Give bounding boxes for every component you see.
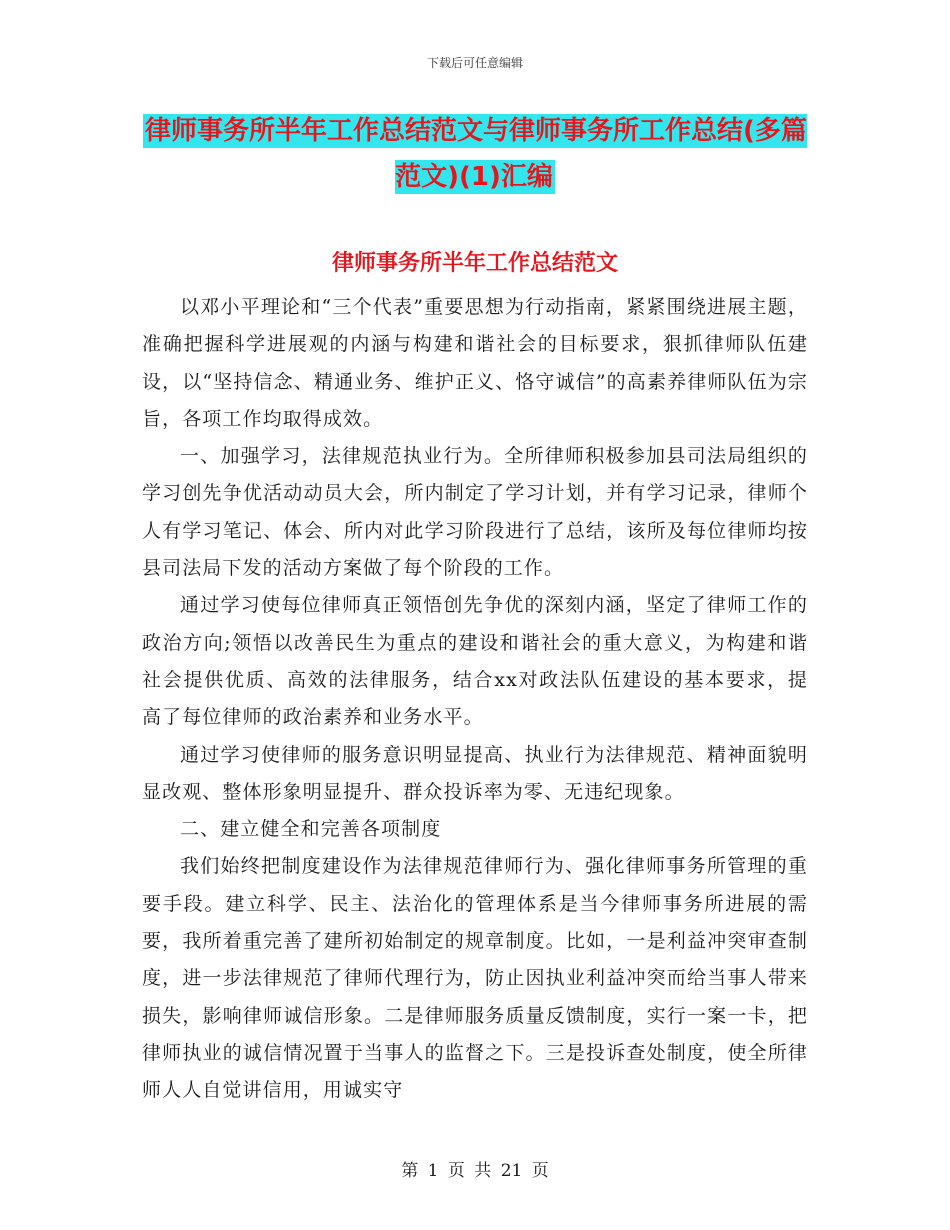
paragraph: 一、加强学习，法律规范执业行为。全所律师积极参加县司法局组织的学习创先争优活动动员大会，所内制定了学习计划，并有学习记录，律师个人有学习笔记、体会、所内对此学习阶段进行了总结，该所及每位律师均按县司法局下发的活动方案做了每个阶段的工作。 bbox=[142, 445, 808, 580]
paragraph: 我们始终把制度建设作为法律规范律师行为、强化律师事务所管理的重要手段。建立科学、民主、法治化的管理体系是当今律师事务所进展的需要，我所着重完善了建所初始制定的规章制度。比如，一是利益冲突审查制度，进一步法律规范了律师代理行为，防止因执业利益冲突而给当事人带来损失，影响律师诚信形象。二是律师服务质量反馈制度，实行一案一卡，把律师执业的诚信情况置于当事人的监督之下。三是投诉查处制度，使全所律师人人自觉讲信用，用诚实守 bbox=[142, 855, 808, 1102]
document-title-text: 律师事务所半年工作总结范文与律师事务所工作总结(多篇范文)(1)汇编 bbox=[145, 116, 807, 192]
paragraph-heading: 二、建立健全和完善各项制度 bbox=[180, 818, 442, 841]
document-title bbox=[140, 108, 810, 200]
paragraph: 通过学习使每位律师真正领悟创先争优的深刻内涵，坚定了律师工作的政治方向;领悟以改善民生为重点的建设和谐社会的重大意义，为构建和谐社会提供优质、高效的法律服务，结合xx对政法队伍建设的基本要求，提高了每位律师的政治素养和业务水平。 bbox=[142, 594, 808, 729]
paragraph: 通过学习使律师的服务意识明显提高、执业行为法律规范、精神面貌明显改观、整体形象明显提升、群众投诉率为零、无违纪现象。 bbox=[142, 743, 808, 803]
section-title: 律师事务所半年工作总结范文 bbox=[331, 251, 618, 276]
header-note: 下载后可任意编辑 bbox=[426, 56, 523, 70]
page-footer: 第 1 页 共 21 页 bbox=[401, 1161, 549, 1181]
paragraph: 以邓小平理论和“三个代表”重要思想为行动指南，紧紧围绕进展主题，准确把握科学进展观的内涵与构建和谐社会的目标要求，狠抓律师队伍建设，以“坚持信念、精通业务、维护正义、恪守诚信”的高素养律师队伍为宗旨，各项工作均取得成效。 bbox=[142, 296, 808, 430]
body-text bbox=[142, 289, 808, 1110]
